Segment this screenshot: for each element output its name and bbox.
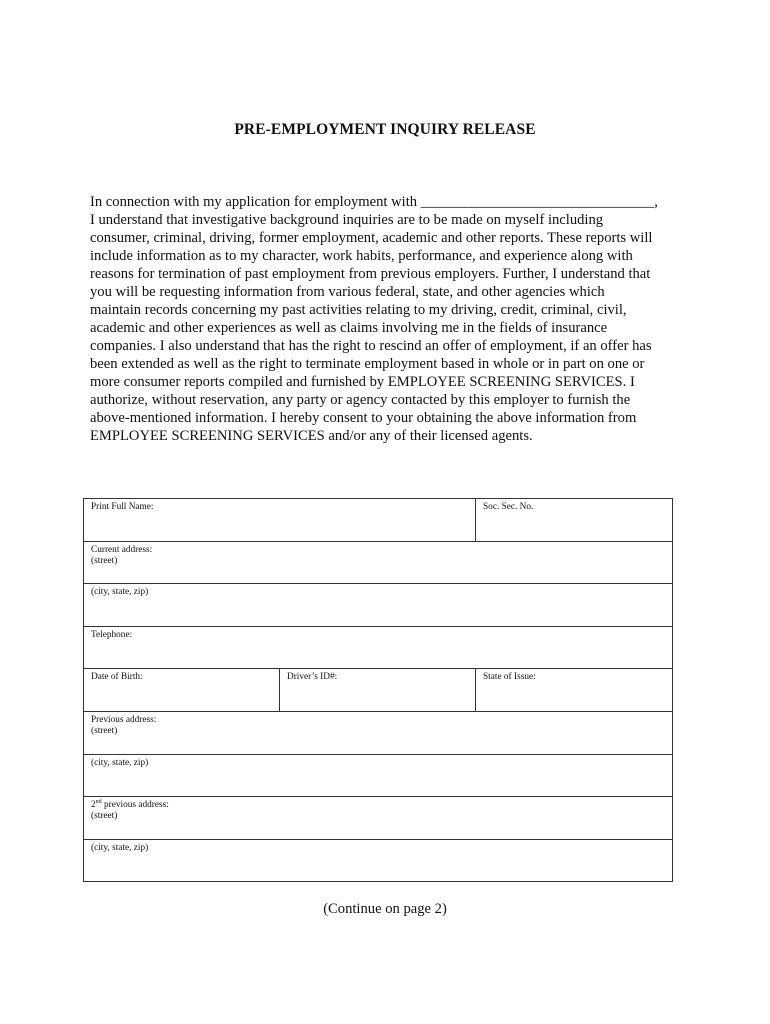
applicant-info-form (83, 498, 673, 882)
current-address-city-field[interactable] (84, 584, 673, 627)
ssn-label: Soc. Sec. No. (483, 502, 534, 512)
paragraph-line: more consumer reports compiled and furnished by EMPLOYEE SCREENING SERVICES. I (90, 374, 635, 390)
city-state-zip-label: (city, state, zip) (91, 757, 149, 768)
continue-note: (Continue on page 2) (323, 901, 447, 917)
second-previous-address-label (91, 800, 665, 811)
ordinal-suffix: nd (95, 799, 102, 806)
previous-address-label: Previous address: (91, 714, 157, 725)
paragraph-line: been extended as well as the right to terminate employment based in whole or in part on one or (90, 356, 645, 372)
form-row-current-street (84, 541, 673, 584)
form-row-identity (84, 669, 673, 712)
form-row-name (84, 499, 673, 542)
paragraph-line: academic and other experiences as well as claims involving me in the fields of insurance (90, 320, 608, 336)
street-label: (street) (91, 725, 118, 736)
form-row-previous-street (84, 711, 673, 754)
state-of-issue-label: State of Issue: (483, 672, 536, 683)
form-row-second-previous-city (84, 839, 673, 882)
paragraph-line: include information as to my character, work habits, performance, and experience along with (90, 248, 633, 264)
second-previous-address-city-field[interactable] (84, 839, 673, 882)
city-state-zip-label: (city, state, zip) (91, 842, 149, 853)
paragraph-line: consumer, criminal, driving, former employment, academic and other reports. These reports will (90, 230, 653, 246)
paragraph-line: you will be requesting information from various federal, state, and other agencies which (90, 284, 605, 300)
paragraph-line: reasons for termination of past employment from previous employers. Further, I understand that (90, 266, 651, 282)
state-of-issue-field[interactable] (476, 669, 673, 712)
form-row-previous-city (84, 754, 673, 797)
print-full-name-field[interactable] (84, 499, 476, 542)
ordinal-number: 2 (91, 800, 96, 811)
drivers-id-label: Driver’s ID#: (287, 672, 338, 683)
paragraph-line: maintain records concerning my past activities relating to my driving, credit, criminal, civil, (90, 302, 627, 318)
drivers-id-field[interactable] (280, 669, 476, 712)
date-of-birth-field[interactable] (84, 669, 280, 712)
form-row-second-previous-street (84, 797, 673, 840)
telephone-field[interactable] (84, 626, 673, 669)
previous-address-street-field[interactable] (84, 711, 673, 754)
form-row-current-city (84, 584, 673, 627)
form-row-telephone (84, 626, 673, 669)
paragraph-line: In connection with my application for employment with ________________________________, (90, 194, 658, 210)
current-address-street-field[interactable] (84, 541, 673, 584)
paragraph-line: I understand that investigative background inquiries are to be made on myself including (90, 212, 604, 228)
previous-address-city-field[interactable] (84, 754, 673, 797)
paragraph-line: authorize, without reservation, any party or agency contacted by this employer to furnish the (90, 392, 631, 408)
print-full-name-label: Print Full Name: (91, 502, 154, 512)
current-address-label: Current address: (91, 544, 153, 555)
paragraph-line: companies. I also understand that has the right to rescind an offer of employment, if an offer has (90, 338, 652, 354)
second-previous-address-text: previous address: (101, 800, 169, 811)
consent-paragraph (90, 193, 690, 445)
document-title: PRE-EMPLOYMENT INQUIRY RELEASE (234, 121, 536, 138)
paragraph-line: EMPLOYEE SCREENING SERVICES and/or any of their licensed agents. (90, 428, 533, 444)
ssn-field[interactable] (476, 499, 673, 542)
city-state-zip-label: (city, state, zip) (91, 587, 149, 598)
date-of-birth-label: Date of Birth: (91, 672, 143, 683)
telephone-label: Telephone: (91, 629, 133, 640)
street-label: (street) (91, 811, 118, 822)
second-previous-address-street-field[interactable] (84, 797, 673, 840)
street-label: (street) (91, 555, 118, 566)
paragraph-line: above-mentioned information. I hereby consent to your obtaining the above information from (90, 410, 637, 426)
